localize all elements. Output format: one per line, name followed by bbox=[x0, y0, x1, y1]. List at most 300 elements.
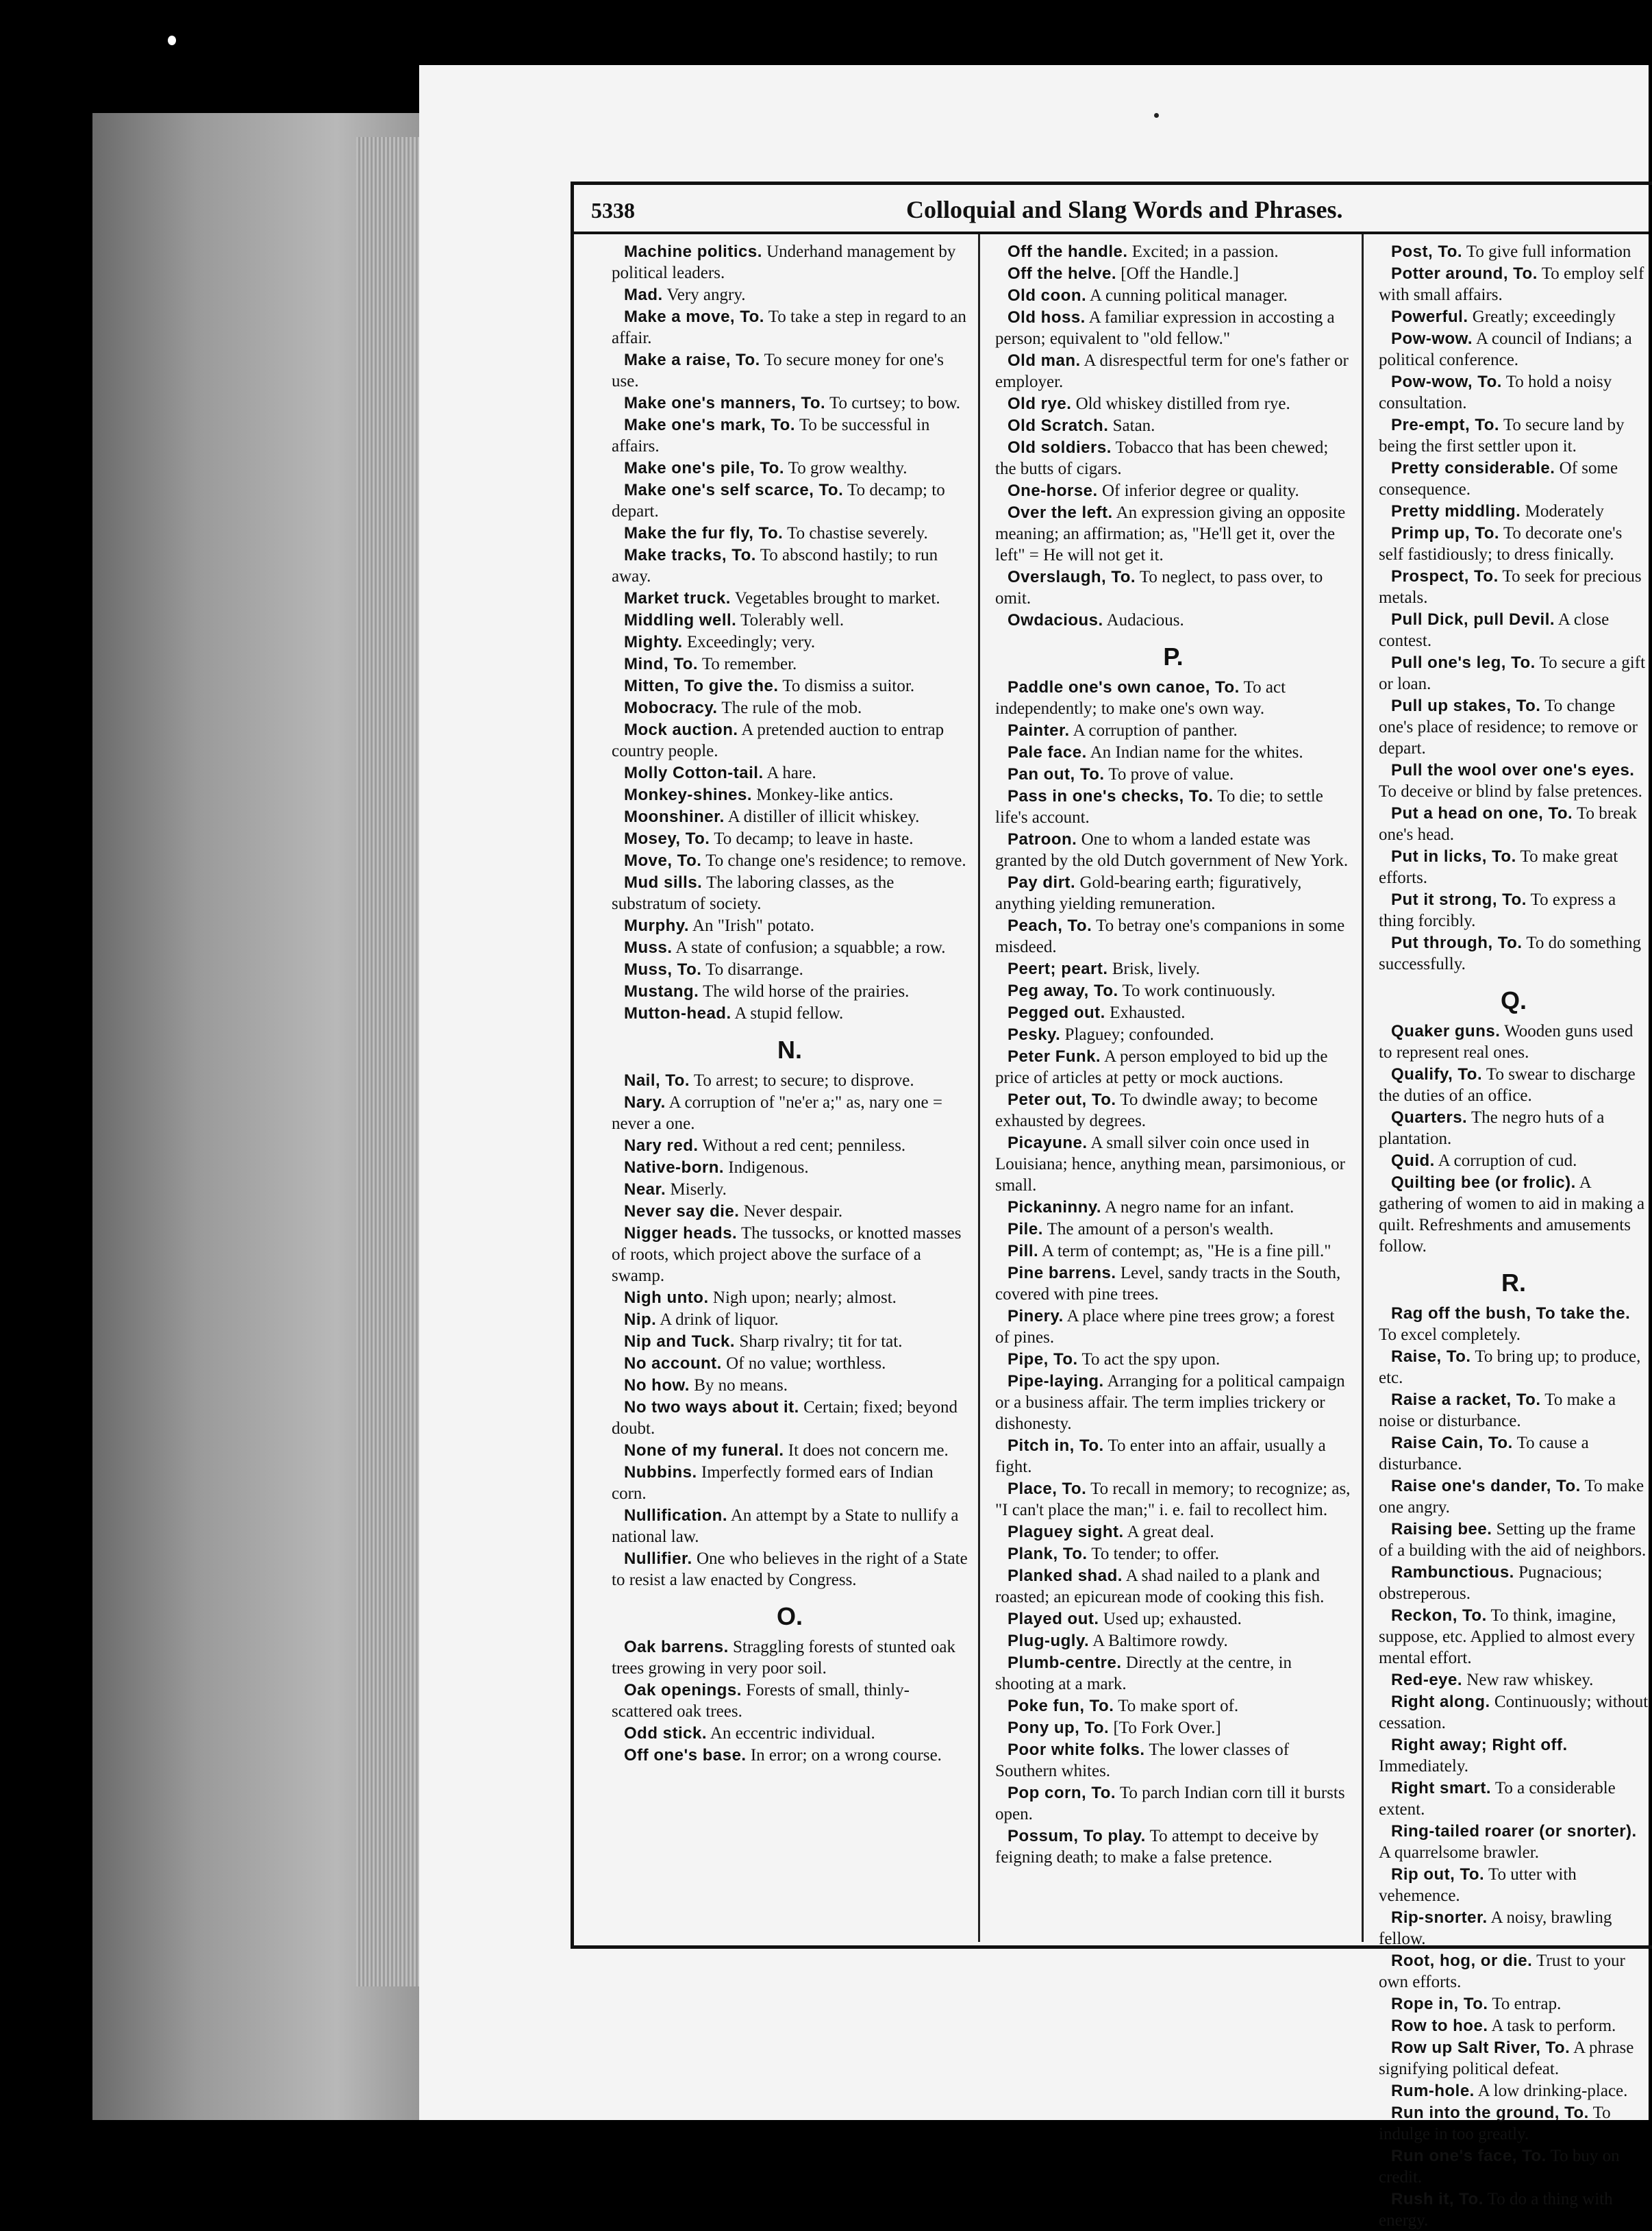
entry-definition: A person employed to bid up the price of articles at petty or mock auctions. bbox=[995, 1047, 1328, 1087]
entry-definition: Directly at the centre, in shooting at a mark. bbox=[995, 1654, 1292, 1693]
dictionary-entry bbox=[995, 285, 1351, 306]
entry-headword: Pre-empt, To. bbox=[1391, 416, 1500, 434]
entry-definition: The rule of the mob. bbox=[717, 699, 862, 717]
entry-headword: Move, To. bbox=[624, 851, 702, 870]
entry-definition: To employ self with small affairs. bbox=[1379, 264, 1644, 304]
entry-headword: Rope in, To. bbox=[1391, 1995, 1488, 2013]
entry-definition: A task to perform. bbox=[1488, 2017, 1616, 2035]
entry-definition: To enter into an affair, usually a fight. bbox=[995, 1436, 1326, 1476]
dictionary-entry bbox=[612, 959, 968, 980]
entry-headword: Right smart. bbox=[1391, 1779, 1492, 1797]
dictionary-entry bbox=[612, 762, 968, 784]
entry-headword: Pow-wow. bbox=[1391, 329, 1473, 348]
dictionary-entry bbox=[612, 1331, 968, 1352]
entry-definition: One who believes in the right of a State to resist a law enacted by Congress. bbox=[612, 1549, 968, 1589]
entry-headword: Mud sills. bbox=[624, 873, 703, 892]
dictionary-entry bbox=[995, 958, 1351, 980]
entry-headword: Pickaninny. bbox=[1008, 1198, 1102, 1217]
entry-headword: Never say die. bbox=[624, 1202, 740, 1221]
entry-headword: Pinery. bbox=[1008, 1307, 1064, 1325]
entry-headword: Native-born. bbox=[624, 1158, 725, 1177]
entry-definition: A state of confusion; a squabble; a row. bbox=[672, 938, 946, 957]
dictionary-entry bbox=[995, 1521, 1351, 1543]
entry-definition: A corruption of "ne'er a;" as, nary one = never a one. bbox=[612, 1093, 942, 1133]
dictionary-entry bbox=[1379, 1950, 1649, 1993]
entry-headword: Raise Cain, To. bbox=[1391, 1434, 1513, 1452]
entry-headword: Plug-ugly. bbox=[1008, 1632, 1090, 1650]
dictionary-entry bbox=[995, 829, 1351, 871]
entry-definition: By no means. bbox=[689, 1376, 788, 1395]
entry-definition: To change one's residence; to remove. bbox=[701, 851, 966, 870]
entry-headword: Primp up, To. bbox=[1391, 524, 1500, 543]
dictionary-entry bbox=[1379, 1172, 1649, 1257]
dictionary-entry bbox=[995, 415, 1351, 436]
dictionary-entry bbox=[995, 872, 1351, 914]
entry-headword: Quaker guns. bbox=[1391, 1022, 1501, 1040]
entry-definition: A drink of liquor. bbox=[656, 1310, 779, 1329]
entry-definition: An expression giving an opposite meaning; an affirmation; as, "He'll get it, over the left" = He will not get it. bbox=[995, 503, 1346, 564]
entry-definition: To act independently; to make one's own way. bbox=[995, 678, 1286, 718]
dictionary-entry bbox=[995, 1825, 1351, 1868]
entry-headword: Nigh unto. bbox=[624, 1288, 709, 1307]
dictionary-entry bbox=[1379, 2037, 1649, 2080]
entry-definition: Gold-bearing earth; figuratively, anything yielding remuneration. bbox=[995, 873, 1302, 913]
dictionary-entry bbox=[995, 720, 1351, 741]
dictionary-entry bbox=[612, 1157, 968, 1178]
entry-definition: Continuously; without cessation. bbox=[1379, 1693, 1649, 1732]
entry-definition: To decorate one's self fastidiously; to dress finically. bbox=[1379, 524, 1623, 564]
dictionary-entry bbox=[612, 1680, 968, 1722]
entry-headword: Overslaugh, To. bbox=[1008, 568, 1136, 586]
entry-definition: A cunning political manager. bbox=[1086, 286, 1288, 305]
entry-definition: To utter with vehemence. bbox=[1379, 1865, 1577, 1905]
entry-definition: Exceedingly; very. bbox=[682, 633, 816, 651]
dictionary-entry bbox=[612, 610, 968, 631]
entry-definition: The wild horse of the prairies. bbox=[699, 982, 910, 1001]
dictionary-entry bbox=[612, 828, 968, 849]
entry-headword: Red-eye. bbox=[1391, 1671, 1463, 1689]
entry-headword: Moonshiner. bbox=[624, 808, 725, 826]
dictionary-entry bbox=[995, 1002, 1351, 1023]
entry-headword: Played out. bbox=[1008, 1610, 1099, 1628]
entry-headword: Make one's mark, To. bbox=[624, 416, 796, 434]
dictionary-entry bbox=[612, 806, 968, 827]
dictionary-entry bbox=[612, 632, 968, 653]
dictionary-entry bbox=[995, 980, 1351, 1001]
dictionary-entry bbox=[1379, 328, 1649, 371]
entry-headword: No how. bbox=[624, 1376, 690, 1395]
entry-definition: Very angry. bbox=[662, 286, 746, 304]
dictionary-entry bbox=[612, 1723, 968, 1744]
entry-headword: Potter around, To. bbox=[1391, 264, 1538, 283]
dictionary-entry bbox=[612, 1003, 968, 1024]
entry-headword: Pull one's leg, To. bbox=[1391, 653, 1536, 672]
dictionary-entry bbox=[1379, 1346, 1649, 1388]
dictionary-entry bbox=[612, 872, 968, 914]
entry-headword: Old soldiers. bbox=[1008, 438, 1112, 457]
entry-definition: To secure a gift or loan. bbox=[1379, 653, 1646, 693]
entry-headword: Off the helve. bbox=[1008, 264, 1117, 283]
dictionary-entry bbox=[612, 523, 968, 544]
entry-definition: Of inferior degree or quality. bbox=[1097, 482, 1299, 500]
dictionary-entry bbox=[995, 1478, 1351, 1521]
dictionary-entry bbox=[1379, 2102, 1649, 2145]
entry-headword: Pan out, To. bbox=[1008, 765, 1105, 784]
dictionary-entry bbox=[995, 350, 1351, 392]
dictionary-entry bbox=[1379, 306, 1649, 327]
column-rule-2 bbox=[1362, 234, 1364, 1942]
entry-headword: Poor white folks. bbox=[1008, 1741, 1145, 1759]
entry-definition: A pretended auction to entrap country people. bbox=[612, 721, 944, 760]
entry-headword: Pale face. bbox=[1008, 743, 1087, 762]
entry-headword: Row to hoe. bbox=[1391, 2017, 1488, 2035]
dictionary-entry bbox=[995, 1652, 1351, 1695]
dictionary-entry bbox=[1379, 760, 1649, 802]
entry-headword: Nary red. bbox=[624, 1136, 699, 1155]
dictionary-entry bbox=[1379, 1669, 1649, 1691]
dictionary-entry bbox=[612, 1309, 968, 1330]
entry-headword: Mutton-head. bbox=[624, 1004, 731, 1023]
entry-definition: To decamp; to depart. bbox=[612, 481, 945, 521]
dictionary-entry bbox=[1379, 1605, 1649, 1669]
entry-definition: Wooden guns used to represent real ones. bbox=[1379, 1022, 1634, 1062]
entry-definition: To be successful in affairs. bbox=[612, 416, 930, 456]
entry-headword: Peach, To. bbox=[1008, 917, 1092, 935]
entry-headword: Owdacious. bbox=[1008, 611, 1103, 630]
entry-definition: To break one's head. bbox=[1379, 804, 1637, 844]
entry-definition: To abscond hastily; to run away. bbox=[612, 546, 938, 586]
dictionary-entry bbox=[612, 588, 968, 609]
dictionary-entry bbox=[995, 307, 1351, 349]
entry-headword: Pull Dick, pull Devil. bbox=[1391, 610, 1555, 629]
dictionary-entry bbox=[612, 719, 968, 762]
entry-headword: Off one's base. bbox=[624, 1746, 747, 1765]
dictionary-entry bbox=[612, 1223, 968, 1286]
dictionary-entry bbox=[612, 1179, 968, 1200]
entry-headword: Poke fun, To. bbox=[1008, 1697, 1114, 1715]
dictionary-entry bbox=[1379, 889, 1649, 932]
entry-definition: One to whom a landed estate was granted by the old Dutch government of New York. bbox=[995, 830, 1349, 870]
entry-headword: Raise one's dander, To. bbox=[1391, 1477, 1581, 1495]
dictionary-entry bbox=[995, 1046, 1351, 1088]
entry-headword: Mosey, To. bbox=[624, 830, 710, 848]
dictionary-entry bbox=[1379, 1691, 1649, 1734]
section-letter: P. bbox=[1163, 643, 1184, 671]
entry-headword: Raise a racket, To. bbox=[1391, 1391, 1541, 1409]
entry-headword: Mind, To. bbox=[624, 655, 699, 673]
entry-definition: It does not concern me. bbox=[784, 1441, 949, 1460]
entry-definition: Brisk, lively. bbox=[1107, 960, 1201, 978]
entry-headword: Pipe-laying. bbox=[1008, 1372, 1104, 1391]
entry-headword: Pretty considerable. bbox=[1391, 459, 1555, 477]
entry-definition: A term of contempt; as, "He is a fine pill." bbox=[1038, 1242, 1331, 1260]
entry-headword: Make the fur fly, To. bbox=[624, 524, 784, 543]
dictionary-entry bbox=[1379, 932, 1649, 975]
dictionary-entry bbox=[995, 1739, 1351, 1782]
dictionary-entry bbox=[1379, 609, 1649, 651]
entry-definition: To entrap. bbox=[1488, 1995, 1562, 2013]
dictionary-entry bbox=[995, 393, 1351, 414]
entry-definition: To neglect, to pass over, to omit. bbox=[995, 568, 1323, 608]
entry-headword: Painter. bbox=[1008, 721, 1070, 740]
entry-definition: An "Irish" potato. bbox=[689, 917, 814, 935]
entry-headword: Pitch in, To. bbox=[1008, 1436, 1104, 1455]
entry-headword: Qualify, To. bbox=[1391, 1065, 1483, 1084]
dictionary-entry bbox=[995, 1197, 1351, 1218]
entry-headword: Old hoss. bbox=[1008, 308, 1086, 327]
column-left bbox=[612, 241, 968, 1933]
dictionary-entry bbox=[995, 1608, 1351, 1630]
entry-definition: To change one's place of residence; to remove or depart. bbox=[1379, 697, 1638, 758]
dictionary-entry bbox=[612, 392, 968, 414]
entry-headword: Muss, To. bbox=[624, 960, 702, 979]
dictionary-entry bbox=[1379, 1150, 1649, 1171]
entry-definition: To do a thing with energy. bbox=[1379, 2190, 1613, 2230]
entry-headword: Prospect, To. bbox=[1391, 567, 1499, 586]
entry-definition: Exhausted. bbox=[1105, 1004, 1186, 1022]
entry-definition: To bring up; to produce, etc. bbox=[1379, 1347, 1641, 1387]
entry-headword: Put in licks, To. bbox=[1391, 847, 1516, 866]
entry-headword: Mighty. bbox=[624, 633, 683, 651]
entry-definition: A distiller of illicit whiskey. bbox=[724, 808, 920, 826]
entry-definition: To give full information bbox=[1462, 242, 1631, 261]
entry-definition: A low drinking-place. bbox=[1474, 2082, 1628, 2100]
entry-definition: A stupid fellow. bbox=[731, 1004, 844, 1023]
dictionary-entry bbox=[995, 1241, 1351, 1262]
entry-headword: Pegged out. bbox=[1008, 1004, 1105, 1022]
entry-definition: A phrase signifying political defeat. bbox=[1379, 2039, 1634, 2078]
entry-definition: To curtsey; to bow. bbox=[825, 394, 961, 412]
entry-definition: Satan. bbox=[1108, 416, 1155, 435]
dictionary-entry bbox=[995, 1219, 1351, 1240]
entry-definition: The negro huts of a plantation. bbox=[1379, 1108, 1605, 1148]
entry-headword: Place, To. bbox=[1008, 1480, 1087, 1498]
dictionary-entry bbox=[612, 1287, 968, 1308]
dictionary-entry bbox=[1379, 1021, 1649, 1063]
dictionary-entry bbox=[1379, 1475, 1649, 1518]
entry-definition: To disarrange. bbox=[701, 960, 803, 979]
entry-headword: Murphy. bbox=[624, 917, 690, 935]
column-right bbox=[1379, 241, 1649, 2230]
entry-headword: Odd stick. bbox=[624, 1724, 708, 1743]
entry-headword: Oak openings. bbox=[624, 1681, 742, 1699]
dictionary-entry bbox=[612, 937, 968, 958]
entry-definition: A council of Indians; a political conference. bbox=[1379, 329, 1632, 369]
entry-headword: Make one's pile, To. bbox=[624, 459, 784, 477]
dictionary-entry bbox=[612, 241, 968, 284]
dictionary-entry bbox=[1379, 1907, 1649, 1949]
entry-headword: Peg away, To. bbox=[1008, 982, 1118, 1000]
entry-headword: Nail, To. bbox=[624, 1071, 690, 1090]
entry-definition: Miserly. bbox=[666, 1180, 727, 1199]
dictionary-entry bbox=[995, 1024, 1351, 1045]
entry-headword: Run one's face, To. bbox=[1391, 2147, 1547, 2165]
page-speck bbox=[168, 36, 176, 45]
entry-headword: Pass in one's checks, To. bbox=[1008, 787, 1214, 806]
dictionary-entry bbox=[612, 1440, 968, 1461]
section-letter: N. bbox=[777, 1036, 802, 1064]
entry-headword: Muss. bbox=[624, 938, 673, 957]
entry-definition: Audacious. bbox=[1103, 611, 1184, 630]
entry-definition: The amount of a person's wealth. bbox=[1042, 1220, 1274, 1238]
entry-definition: A disrespectful term for one's father or employer. bbox=[995, 351, 1349, 391]
entry-headword: Reckon, To. bbox=[1391, 1606, 1487, 1625]
entry-definition: An eccentric individual. bbox=[707, 1724, 875, 1743]
dictionary-entry bbox=[995, 915, 1351, 958]
entry-headword: Make tracks, To. bbox=[624, 546, 756, 564]
entry-headword: Mitten, To give the. bbox=[624, 677, 779, 695]
entry-definition: [Off the Handle.] bbox=[1116, 264, 1239, 283]
entry-headword: Mobocracy. bbox=[624, 699, 718, 717]
entry-definition: Moderately bbox=[1520, 502, 1604, 521]
entry-definition: To act the spy upon. bbox=[1077, 1350, 1221, 1369]
entry-headword: Pay dirt. bbox=[1008, 873, 1076, 892]
dictionary-entry bbox=[995, 764, 1351, 785]
entry-definition: Pugnacious; obstreperous. bbox=[1379, 1563, 1603, 1603]
entry-definition: A close contest. bbox=[1379, 610, 1610, 650]
dictionary-entry bbox=[1379, 652, 1649, 695]
entry-headword: None of my funeral. bbox=[624, 1441, 784, 1460]
entry-definition: The laboring classes, as the substratum of society. bbox=[612, 873, 894, 913]
entry-definition: A great deal. bbox=[1123, 1523, 1214, 1541]
entry-definition: To indulge in too greatly. bbox=[1379, 2104, 1611, 2143]
dictionary-entry bbox=[995, 1630, 1351, 1652]
entry-headword: No two ways about it. bbox=[624, 1398, 799, 1417]
dictionary-entry bbox=[995, 437, 1351, 479]
entry-headword: Machine politics. bbox=[624, 242, 762, 261]
dictionary-entry bbox=[995, 1717, 1351, 1738]
entry-definition: To prove of value. bbox=[1104, 765, 1234, 784]
entry-definition: Used up; exhausted. bbox=[1099, 1610, 1242, 1628]
entry-headword: Pony up, To. bbox=[1008, 1719, 1110, 1737]
entry-headword: Pile. bbox=[1008, 1220, 1043, 1238]
entry-headword: Paddle one's own canoe, To. bbox=[1008, 678, 1240, 697]
dictionary-entry bbox=[612, 545, 968, 587]
entry-headword: Nullification. bbox=[624, 1506, 727, 1525]
dictionary-entry bbox=[1379, 1064, 1649, 1106]
entry-definition: New raw whiskey. bbox=[1462, 1671, 1594, 1689]
dictionary-entry bbox=[1379, 501, 1649, 522]
entry-definition: Trust to your own efforts. bbox=[1379, 1952, 1625, 1991]
entry-definition: Straggling forests of stunted oak trees growing in very poor soil. bbox=[612, 1638, 955, 1678]
dictionary-entry bbox=[612, 653, 968, 675]
dictionary-entry bbox=[995, 1565, 1351, 1608]
section-letter: Q. bbox=[1500, 986, 1527, 1014]
dictionary-entry bbox=[1379, 241, 1649, 262]
dictionary-entry bbox=[995, 241, 1351, 262]
dictionary-entry bbox=[612, 349, 968, 392]
dictionary-entry bbox=[995, 742, 1351, 763]
dictionary-entry bbox=[995, 610, 1351, 631]
entry-headword: Row up Salt River, To. bbox=[1391, 2039, 1570, 2057]
dictionary-entry bbox=[995, 263, 1351, 284]
entry-headword: Nary. bbox=[624, 1093, 666, 1112]
entry-headword: Put through, To. bbox=[1391, 934, 1523, 952]
entry-definition: To deceive or blind by false pretences. bbox=[1379, 782, 1642, 801]
entry-definition: Never despair. bbox=[739, 1202, 843, 1221]
entry-definition: The lower classes of Southern whites. bbox=[995, 1741, 1290, 1780]
entry-definition: To die; to settle life's account. bbox=[995, 787, 1323, 827]
entry-definition: To make a noise or disturbance. bbox=[1379, 1391, 1616, 1430]
entry-headword: Pull up stakes, To. bbox=[1391, 697, 1541, 715]
dictionary-entry bbox=[995, 1543, 1351, 1565]
entry-definition: To excel completely. bbox=[1379, 1325, 1520, 1344]
entry-headword: Rip-snorter. bbox=[1391, 1908, 1488, 1927]
entry-headword: Middling well. bbox=[624, 611, 737, 630]
entry-definition: Sharp rivalry; tit for tat. bbox=[735, 1332, 903, 1351]
entry-headword: One-horse. bbox=[1008, 482, 1098, 500]
entry-headword: Near. bbox=[624, 1180, 666, 1199]
entry-definition: Without a red cent; penniless. bbox=[698, 1136, 906, 1155]
entry-definition: A place where pine trees grow; a forest of pines. bbox=[995, 1307, 1335, 1347]
dictionary-entry bbox=[1379, 1778, 1649, 1820]
entry-definition: Of no value; worthless. bbox=[721, 1354, 886, 1373]
dictionary-entry bbox=[1379, 263, 1649, 306]
ink-dot bbox=[1154, 113, 1159, 118]
entry-definition: To buy on credit. bbox=[1379, 2147, 1620, 2186]
dictionary-entry bbox=[1379, 846, 1649, 888]
dictionary-entry bbox=[612, 697, 968, 719]
dictionary-entry bbox=[612, 1745, 968, 1766]
dictionary-entry bbox=[995, 1695, 1351, 1717]
entry-definition: To recall in memory; to recognize; as, "I can't place the man;" i. e. fail to recollect him. bbox=[995, 1480, 1351, 1519]
dictionary-entry bbox=[1379, 523, 1649, 565]
entry-headword: Picayune. bbox=[1008, 1134, 1088, 1152]
entry-definition: To make great efforts. bbox=[1379, 847, 1618, 887]
entry-headword: Peter Funk. bbox=[1008, 1047, 1101, 1066]
dictionary-entry bbox=[1379, 1993, 1649, 2015]
dictionary-entry bbox=[995, 1262, 1351, 1305]
entry-headword: Pine barrens. bbox=[1008, 1264, 1116, 1282]
entry-headword: Old coon. bbox=[1008, 286, 1087, 305]
entry-headword: Oak barrens. bbox=[624, 1638, 729, 1656]
dictionary-entry bbox=[995, 1349, 1351, 1370]
entry-headword: Mustang. bbox=[624, 982, 699, 1001]
entry-headword: Rum-hole. bbox=[1391, 2082, 1475, 2100]
entry-definition: Underhand management by political leaders. bbox=[612, 242, 956, 282]
entry-definition: To swear to discharge the duties of an office. bbox=[1379, 1065, 1636, 1105]
dictionary-entry bbox=[995, 502, 1351, 566]
entry-headword: Right away; Right off. bbox=[1391, 1736, 1568, 1754]
entry-headword: Peert; peart. bbox=[1008, 960, 1108, 978]
entry-headword: Pow-wow, To. bbox=[1391, 373, 1502, 391]
dictionary-entry bbox=[1379, 2145, 1649, 2188]
entry-definition: Old whiskey distilled from rye. bbox=[1071, 395, 1290, 413]
entry-definition: The tussocks, or knotted masses of roots, which project above the surface of a swamp. bbox=[612, 1224, 962, 1285]
entry-headword: Pull the wool over one's eyes. bbox=[1391, 761, 1635, 780]
dictionary-entry bbox=[612, 306, 968, 349]
entry-definition: A corruption of cud. bbox=[1434, 1151, 1577, 1170]
dictionary-entry bbox=[612, 1505, 968, 1547]
dictionary-entry bbox=[612, 1092, 968, 1134]
entry-definition: To express a thing forcibly. bbox=[1379, 890, 1616, 930]
entry-headword: Old rye. bbox=[1008, 395, 1072, 413]
entry-headword: Powerful. bbox=[1391, 308, 1468, 326]
entry-headword: Ring-tailed roarer (or snorter). bbox=[1391, 1822, 1637, 1841]
entry-definition: A Baltimore rowdy. bbox=[1089, 1632, 1228, 1650]
dictionary-entry bbox=[995, 1435, 1351, 1478]
entry-headword: Quarters. bbox=[1391, 1108, 1468, 1127]
entry-definition: A familiar expression in accosting a person; equivalent to "old fellow." bbox=[995, 308, 1335, 348]
entry-definition: Greatly; exceedingly bbox=[1468, 308, 1616, 326]
entry-definition: To tender; to offer. bbox=[1087, 1545, 1219, 1563]
dictionary-entry bbox=[1379, 1734, 1649, 1777]
entry-definition: A quarrelsome brawler. bbox=[1379, 1843, 1539, 1862]
dictionary-entry bbox=[995, 786, 1351, 828]
entry-headword: Root, hog, or die. bbox=[1391, 1952, 1533, 1970]
entry-definition: A gathering of women to aid in making a quilt. Refreshments and amusements follow. bbox=[1379, 1173, 1645, 1256]
entry-definition: To seek for precious metals. bbox=[1379, 567, 1642, 607]
